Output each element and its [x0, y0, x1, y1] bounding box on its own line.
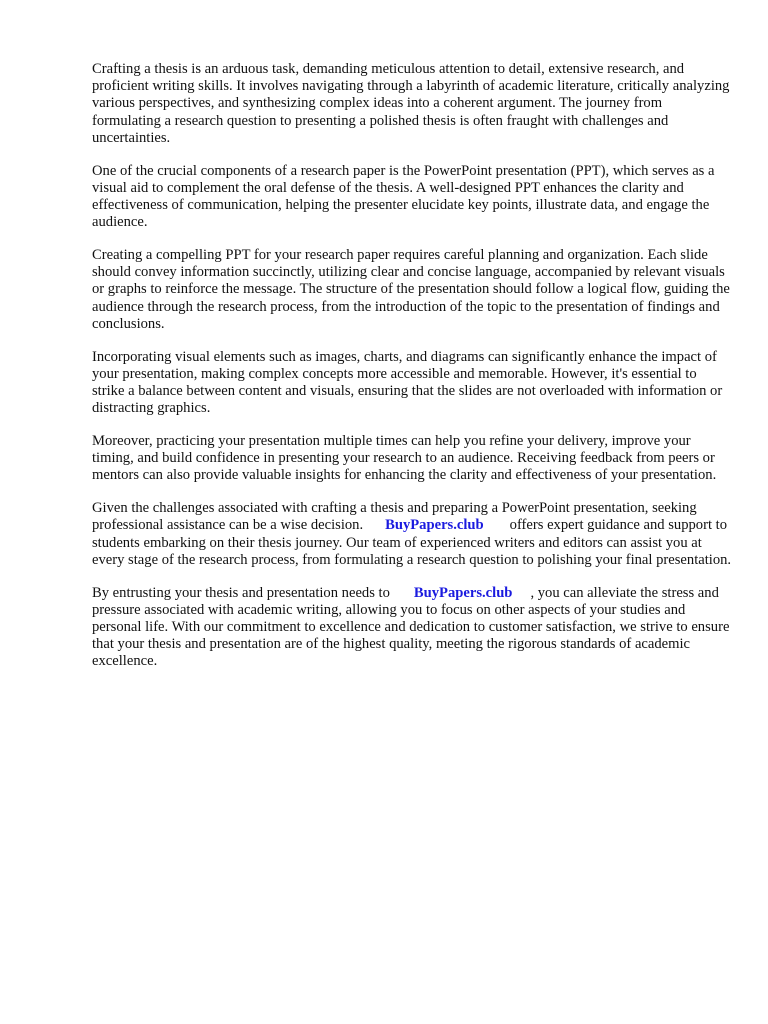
document-body — [92, 61, 732, 686]
paragraph-6-text-before: Given the challenges associated with crafting a thesis and preparing a PowerPoint presentation, seeking professional assistance can be a wise decision. — [92, 500, 697, 534]
paragraph-6-text-after: offers expert guidance and support to students embarking on their thesis journey. Our team of experienced writers and editors can assist you at every stage of the research process, from formulating a research question to polishing your final presentation. — [92, 517, 732, 568]
paragraph-6 — [92, 500, 732, 569]
paragraph-4: Incorporating visual elements such as images, charts, and diagrams can significantly enhance the impact of your presentation, making complex concepts more accessible and memorable. However, it's essential to strike a balance between content and visuals, ensuring that the slides are not overloaded with information or distracting graphics. — [92, 348, 723, 417]
buypapers-link-1[interactable]: BuyPapers.club — [385, 517, 484, 534]
paragraph-7 — [92, 585, 732, 671]
paragraph-3: Creating a compelling PPT for your research paper requires careful planning and organization. Each slide should convey information succinctly, utilizing clear and concise language, accompanied by relevant visuals or graphs to reinforce the message. The structure of the presentation should follow a logical flow, guiding the audience through the research process, from the introduction of the topic to the presentation of findings and conclusions. — [92, 247, 730, 332]
paragraph-7-text-before: By entrusting your thesis and presentation needs to — [92, 584, 390, 601]
paragraph-2: One of the crucial components of a research paper is the PowerPoint presentation (PPT), which serves as a visual aid to complement the oral defense of the thesis. A well-designed PPT enhances the clarity and effectiveness of communication, helping the presenter elucidate key points, illustrate data, and engage the audience. — [92, 162, 715, 231]
paragraph-7-text-after: , you can alleviate the stress and pressure associated with academic writing, allowing you to focus on other aspects of your studies and personal life. With our commitment to excellence and dedication to customer satisfaction, we strive to ensure that your thesis and presentation are of the highest quality, meeting the rigorous standards of academic excellence. — [92, 584, 730, 670]
paragraph-5: Moreover, practicing your presentation multiple times can help you refine your delivery, improve your timing, and build confidence in presenting your research to an audience. Receiving feedback from peers or mentors can also provide valuable insights for enhancing the clarity and effectiveness of your presentation. — [92, 433, 717, 484]
paragraph-1: Crafting a thesis is an arduous task, demanding meticulous attention to detail, extensive research, and proficient writing skills. It involves navigating through a labyrinth of academic literature, critically analyzing various perspectives, and synthesizing complex ideas into a coherent argument. The journey from formulating a research question to presenting a polished thesis is often fraught with challenges and uncertainties. — [92, 61, 730, 146]
buypapers-link-2[interactable]: BuyPapers.club — [413, 584, 513, 601]
